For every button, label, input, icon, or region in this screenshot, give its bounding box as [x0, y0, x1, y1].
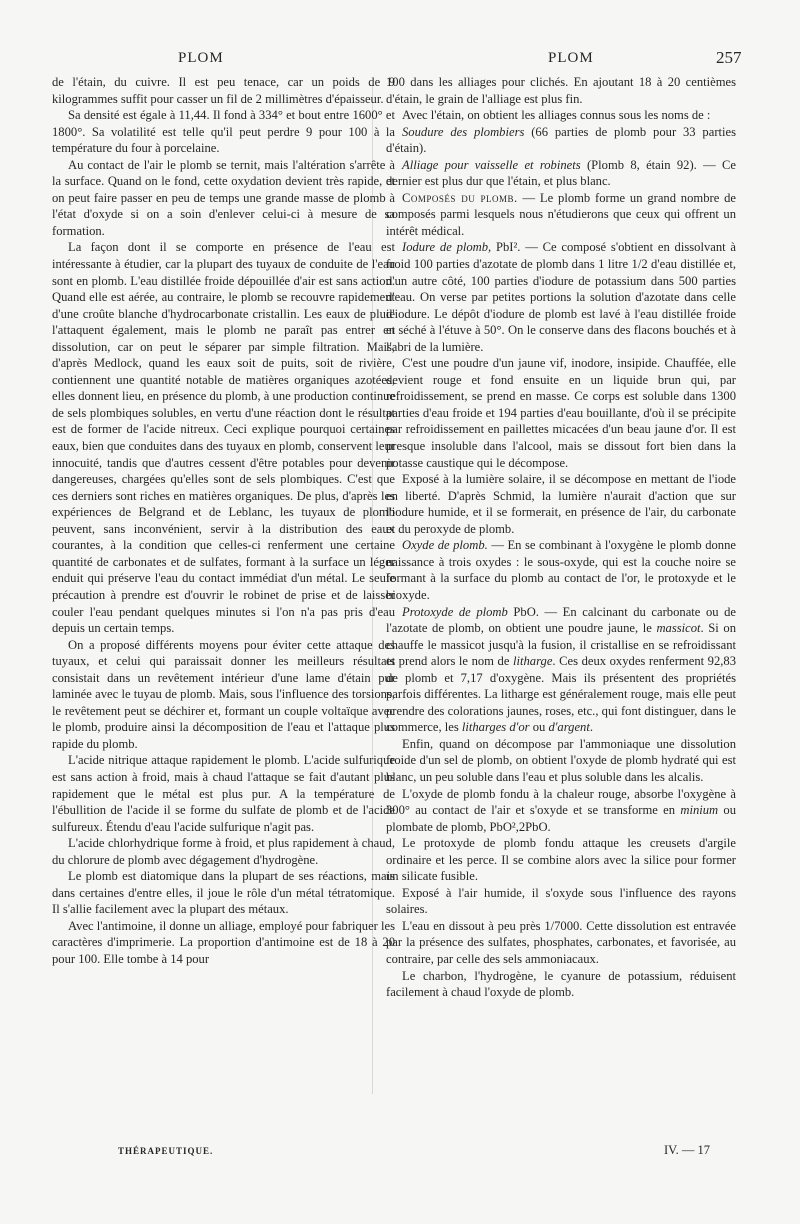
paragraph: Au contact de l'air le plomb se ternit, mais l'altération s'arrête à la surface. Quand on le fond, cette oxydation devient très rapide, et on peut faire passer en peu de temps une grande masse de plomb à l'état d'oxyde si on a soin d'enlever celui-ci à mesure de sa formation. — [52, 157, 395, 238]
paragraph: L'acide chlorhydrique forme à froid, et plus rapidement à chaud, du chlorure de plomb avec dégagement d'hydrogène. — [52, 836, 395, 867]
paragraph: 100 dans les alliages pour clichés. En ajoutant 18 à 20 centièmes d'étain, le grain de l'alliage est plus fin. — [386, 75, 736, 106]
paragraph: Exposé à l'air humide, il s'oxyde sous l'influence des rayons solaires. — [386, 885, 736, 917]
term-alliage: Alliage pour vaisselle et robinets — [402, 157, 581, 172]
paragraph: Sa densité est égale à 11,44. Il fond à 334° et bout entre 1600° et 1800°. Sa volatilité est telle qu'il peut perdre 9 pour 100 à la température du four à porcelaine. — [52, 108, 395, 156]
text: L'oxyde de plomb fondu à la chaleur rouge, absorbe l'oxygène à 300° au contact de l'air et s'oxyde et se transforme en — [386, 786, 736, 818]
paragraph: de l'étain, du cuivre. Il est peu tenace, car un poids de 9 kilogrammes suffit pour casser un fil de 2 millimètres d'épaisseur. — [52, 75, 395, 106]
page-number: 257 — [716, 48, 742, 67]
paragraph-soudure — [386, 124, 736, 157]
term-litharge: litharge — [513, 654, 553, 669]
text: PbO. — En calcinant du carbonate ou de l'azotate de plomb, on obtient une poudre jaune, le — [386, 604, 737, 636]
footer-signature-right: IV. — 17 — [664, 1143, 710, 1157]
paragraph: L'eau en dissout à peu près 1/7000. Cette dissolution est entravée par la présence des sulfates, phosphates, carbonates, et favorisée, au contraire, par celle des sels ammoniacaux. — [386, 918, 736, 966]
section-heading-oxyde: Oxyde de plomb. — [402, 538, 488, 553]
term-soudure: Soudure des plombiers — [402, 124, 525, 139]
term-argent: d'argent — [548, 720, 590, 735]
text: (66 parties de plomb pour 33 parties d'étain). — [386, 124, 736, 156]
paragraph: La façon dont il se comporte en présence de l'eau est intéressante à étudier, car la plupart des tuyaux de conduite de l'eau sont en plomb. L'eau distillée froide dépouillée d'air est sans action. Quand elle est aérée, au contraire, le plomb se recouvre rapidement d'une croûte blanche d'hydrocarbonate cristallin. Les eaux de pluie l'attaquent également, mais le plomb ne paraît pas entrer en dissolution, car on peut le séparer par simple filtration. Mais, d'après Medlock, quand les eaux soit de puits, soit de rivière, contiennent une quantité notable de matières organiques azotées, elles donnent lieu, en présence du plomb, à une production continue de sels plombiques solubles, en vertu d'une réaction dont le résultat est de former de l'acide nitreux. Ceci explique pourquoi certaines eaux, bien que conduites dans des tuyaux en plomb, conservent leur innocuité, tandis que d'autres cessent d'être potables pour devenir dangereuses, chargées qu'elles sont de sels plombiques. C'est que ces derniers sont riches en matières organiques. De plus, d'après les expériences de Belgrand et de Leblanc, les tuyaux de plomb peuvent, sans inconvénient, servir à la distribution des eaux courantes, à la condition que celles-ci renferment une certaine quantité de carbonates et de sulfates, formant à la surface un léger enduit qui préserve l'eau du contact immédiat d'un métal. Le seule précaution à prendre est d'ouvrir le robinet de prise et de laisser couler l'eau pendant quelques minutes si l'on n'a pas pris d'eau depuis un certain temps. — [52, 240, 395, 636]
paragraph-iodure — [386, 239, 736, 355]
paragraph: Avec l'étain, on obtient les alliages connus sous les noms de : — [402, 108, 711, 123]
text: . Si on chauffe le massicot jusqu'à la fusion, il cristallise en se refroidissant et prend alors le nom de — [386, 621, 736, 669]
term-litharges-or: litharges d'or — [461, 720, 530, 735]
paragraph: Le protoxyde de plomb fondu attaque les creusets d'argile ordinaire et les perce. Il se combine alors avec la silice pour former un silicate fusible. — [386, 836, 736, 884]
term-massicot: massicot — [656, 621, 701, 636]
paragraph-oxyde — [386, 537, 736, 603]
footer-signature-left: THÉRAPEUTIQUE. — [118, 1146, 214, 1156]
section-heading-protoxyde: Protoxyde de plomb — [402, 604, 508, 619]
paragraph: Avec l'antimoine, il donne un alliage, employé pour fabriquer les caractères d'imprimerie. La proportion d'antimoine est de 18 à 20 pour 100. Elle tombe à 14 pour — [52, 918, 395, 966]
running-header-right: PLOM — [548, 50, 594, 66]
text: ou plombate de plomb, PbO²,2PbO. — [386, 803, 737, 834]
paragraph-protoxyde — [386, 604, 736, 736]
section-heading-composes: Composés du plomb. — [402, 190, 518, 205]
paragraph: Exposé à la lumière solaire, il se décompose en mettant de l'iode en liberté. D'après Schmid, la lumière n'aurait d'action que sur l'iodure humide, et il se formerait, en présence de l'air, du carbonate et du peroxyde de plomb. — [386, 472, 736, 536]
text: — Le plomb forme un grand nombre de composés parmi lesquels nous n'étudierons que ceux qui offrent un intérêt médical. — [386, 190, 736, 238]
paragraph-alliage — [386, 157, 736, 190]
paragraph: C'est une poudre d'un jaune vif, inodore, insipide. Chauffée, elle devient rouge et fond ensuite en un liquide brun qui, par refroidissement, se prend en masse. Ce corps est soluble dans 1300 parties d'eau froide et 194 parties d'eau bouillante, d'où il se précipite par refroidissement en paillettes micacées d'un beau jaune d'or. Il est presque insoluble dans l'alcool, mais se dissout fort bien dans la potasse caustique qui le décompose. — [386, 356, 736, 470]
paragraph-minium — [386, 786, 736, 836]
right-column — [386, 74, 736, 1001]
text: . Ces deux oxydes renferment 92,83 de plomb et 7,17 d'oxygène. Mais ils présentent des propriétés parfois différentes. La litharge est généralement rouge, mais elle peut prendre des colorations jaunes, roses, etc., qui font distinguer, dans le commerce, les — [386, 654, 737, 735]
left-column — [52, 74, 395, 968]
paragraph: On a proposé différents moyens pour éviter cette attaque des tuyaux, et celui qui paraissait donner les meilleurs résultats consistait dans un revêtement intérieur d'une lame d'étain pur laminée avec le tuyau de plomb. Mais, sous l'influence des torsions, le revêtement peut se déchirer et, formant un couple voltaïque avec le plomb, produire ainsi la décomposition de l'eau et l'attaque plus rapide du plomb. — [52, 637, 395, 751]
text: . — [589, 720, 593, 735]
text: ou — [529, 720, 549, 735]
text: — En se combinant à l'oxygène le plomb donne naissance à trois oxydes : le sous-oxyde, qui est la couche noire se formant à la surface du plomb au contact de l'or, le protoxyde et le bioxyde. — [386, 538, 736, 602]
paragraph-composes — [386, 190, 736, 240]
text: PbI². — Ce composé s'obtient en dissolvant à froid 100 parties d'azotate de plomb dans 1 litre 1/2 d'eau distillée et, d'un autre côté, 100 parties d'iodure de potassium dans 500 parties d'eau. On verse par petites portions la solution d'azotate dans celle d'iodure. Le dépôt d'iodure de plomb est lavé à l'eau distillée froide et séché à l'étuve à 50°. On le conserve dans des flacons bouchés et à l'abri de la lumière. — [386, 240, 736, 354]
paragraph: Enfin, quand on décompose par l'ammoniaque une dissolution froide d'un sel de plomb, on obtient l'oxyde de plomb hydraté qui est blanc, un peu soluble dans l'eau et plus soluble dans les alcalis. — [386, 736, 736, 784]
term-minium: minium — [680, 803, 719, 818]
paragraph: Le charbon, l'hydrogène, le cyanure de potassium, réduisent facilement à chaud l'oxyde de plomb. — [386, 968, 736, 1000]
section-heading-iodure: Iodure de plomb, — [402, 240, 492, 255]
paragraph: Le plomb est diatomique dans la plupart de ses réactions, mais dans certaines d'entre elles, il joue le rôle d'un métal tétratomique. Il s'allie facilement avec la plupart des métaux. — [52, 869, 395, 917]
running-header-left: PLOM — [178, 50, 224, 66]
text: (Plomb 8, étain 92). — Ce dernier est plus dur que l'étain, et plus blanc. — [386, 157, 737, 189]
paragraph: L'acide nitrique attaque rapidement le plomb. L'acide sulfurique est sans action à froid, mais à chaud l'attaque se fait d'autant plus rapidement que le métal est plus pur. A la température de l'ébullition de l'acide il se forme du sulfate de plomb et de l'acide sulfureux. Étendu d'eau l'acide sulfurique n'agit pas. — [52, 753, 395, 834]
